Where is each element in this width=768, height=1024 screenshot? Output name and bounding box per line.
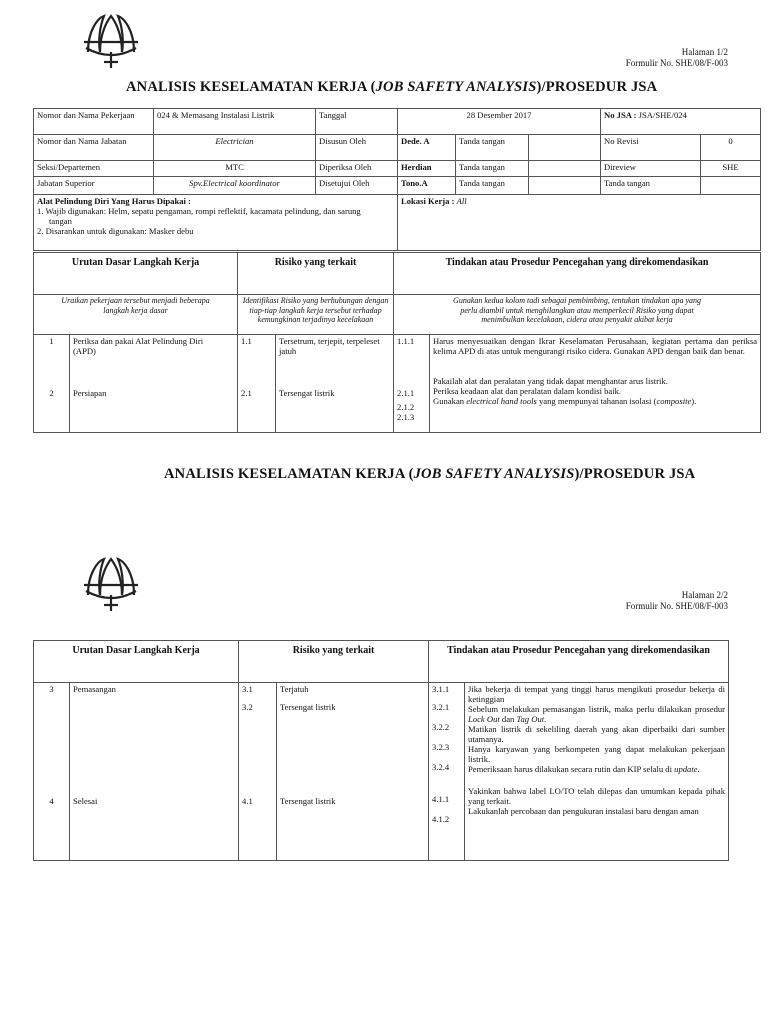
signature-cell[interactable] <box>529 135 601 161</box>
apd-title: Alat Pelindung Diri Yang Harus Dipakai : <box>37 196 191 206</box>
company-logo <box>80 555 142 613</box>
jsa-table-2 <box>33 640 729 861</box>
table-header: Urutan Dasar Langkah Kerja Risiko yang terkait Tindakan atau Prosedur Pencegahan yang direkomendasikan <box>34 641 729 683</box>
page-info <box>626 47 728 69</box>
info-row: Nomor dan Nama Pekerjaan 024 & Memasang Instalasi Listrik Tanggal 28 Desember 2017 No JSA : JSA/SHE/024 <box>34 109 761 135</box>
document-title-repeat: ANALISIS KESELAMATAN KERJA (JOB SAFETY ANALYSIS)/PROSEDUR JSA <box>164 466 696 482</box>
table-row: 3 4 Pemasangan Selesai 3.1 3.2 4.1 Terjatuh Tersengat listrik Tersengat listrik 3.1.1 3.2.1 3.2.2 3.2.3 3.2.4 4.1.1 4.1.2 Jika bekerja di tempat yang tinggi harus mengikuti prosedur bekerja di ketinggian Sebelum melakukan pemasangan listrik, maka perlu dilakukan prosedur Lock Out dan Tag Out. Matikan listrik di sekeliling daerah yang akan diperbaiki dari sumber utamanya. Hanya karyawan yang berkompeten yang dapat melakukan pekerjaan listrik. Pemeriksaan harus dilakukan secara rutin dan KIP selalu di update. Yakinkan bahwa label LO/TO telah dilepas dan umumkan kepada pihak yang terkait. Lakukanlah percobaan dan pengukuran instalasi baru dengan aman <box>34 683 729 861</box>
table-row: 1 2 Periksa dan pakai Alat Pelindung Diri (APD) Persiapan 1.1 2.1 Tersetrum, terjepit, terpeleset jatuh Tersengat listrik 1.1.1 2.1.1 2.1.2 2.1.3 Harus menyesuaikan dengan Ikrar Keselamatan Perusahaan, kegiatan pertama dan periksa kelima APD di atas untuk mengurangi risiko cidera. Gunakan APD dengan baik dan benar. Pakailah alat dan peralatan yang tidak dapat menghantar arus listrik. Periksa keadaan alat dan peralatan dalam kondisi baik. Gunakan electrical hand tools yang mempunyai tahanan isolasi (composite). <box>34 335 761 433</box>
table-description: Uraikan pekerjaan tersebut menjadi beberapa langkah kerja dasar Identifikasi Risiko yang berhubungan dengan tiap-tiap langkah kerja tersebut terhadap kemungkinan terjadinya kecelakaan Gunakan kedua kolom tadi sebagai pembimbing, tentukan tindakan apa yang perlu diambil untuk menghilangkan atau memperkecil Risiko yang dapat menimbulkan kecelakaan, cidera atau penyakit akibat kerja <box>34 295 761 335</box>
jsa-table-1 <box>33 252 761 433</box>
page-number: Halaman 1/2 <box>681 47 728 57</box>
form-number: Formulir No. SHE/08/F-003 <box>625 601 728 611</box>
info-row: Nomor dan Nama Jabatan Electrician Disusun Oleh Dede. A Tanda tangan No Revisi 0 <box>34 135 761 161</box>
signature-cell[interactable] <box>701 177 761 195</box>
form-number: Formulir No. SHE/08/F-003 <box>625 58 728 68</box>
info-table <box>33 108 761 251</box>
document-title: ANALISIS KESELAMATAN KERJA (JOB SAFETY ANALYSIS)/PROSEDUR JSA <box>126 79 658 95</box>
table-header: Urutan Dasar Langkah Kerja Risiko yang terkait Tindakan atau Prosedur Pencegahan yang direkomendasikan <box>34 253 761 295</box>
page-number: Halaman 2/2 <box>681 590 728 600</box>
company-logo <box>80 12 142 70</box>
info-row: Seksi/Departemen MTC Diperiksa Oleh Herdian Tanda tangan Direview SHE <box>34 161 761 177</box>
apd-row: Alat Pelindung Diri Yang Harus Dipakai : 1. Wajib digunakan: Helm, sepatu pengaman, rompi reflektif, kacamata pelindung, dan sarung tangan 2. Disarankan untuk digunakan: Masker debu Lokasi Kerja : All <box>34 195 761 251</box>
page-info <box>626 590 728 612</box>
signature-cell[interactable] <box>529 161 601 177</box>
signature-cell[interactable] <box>529 177 601 195</box>
info-row: Jabatan Superior Spv.Electrical koordinator Disetujui Oleh Tono.A Tanda tangan Tanda tangan <box>34 177 761 195</box>
